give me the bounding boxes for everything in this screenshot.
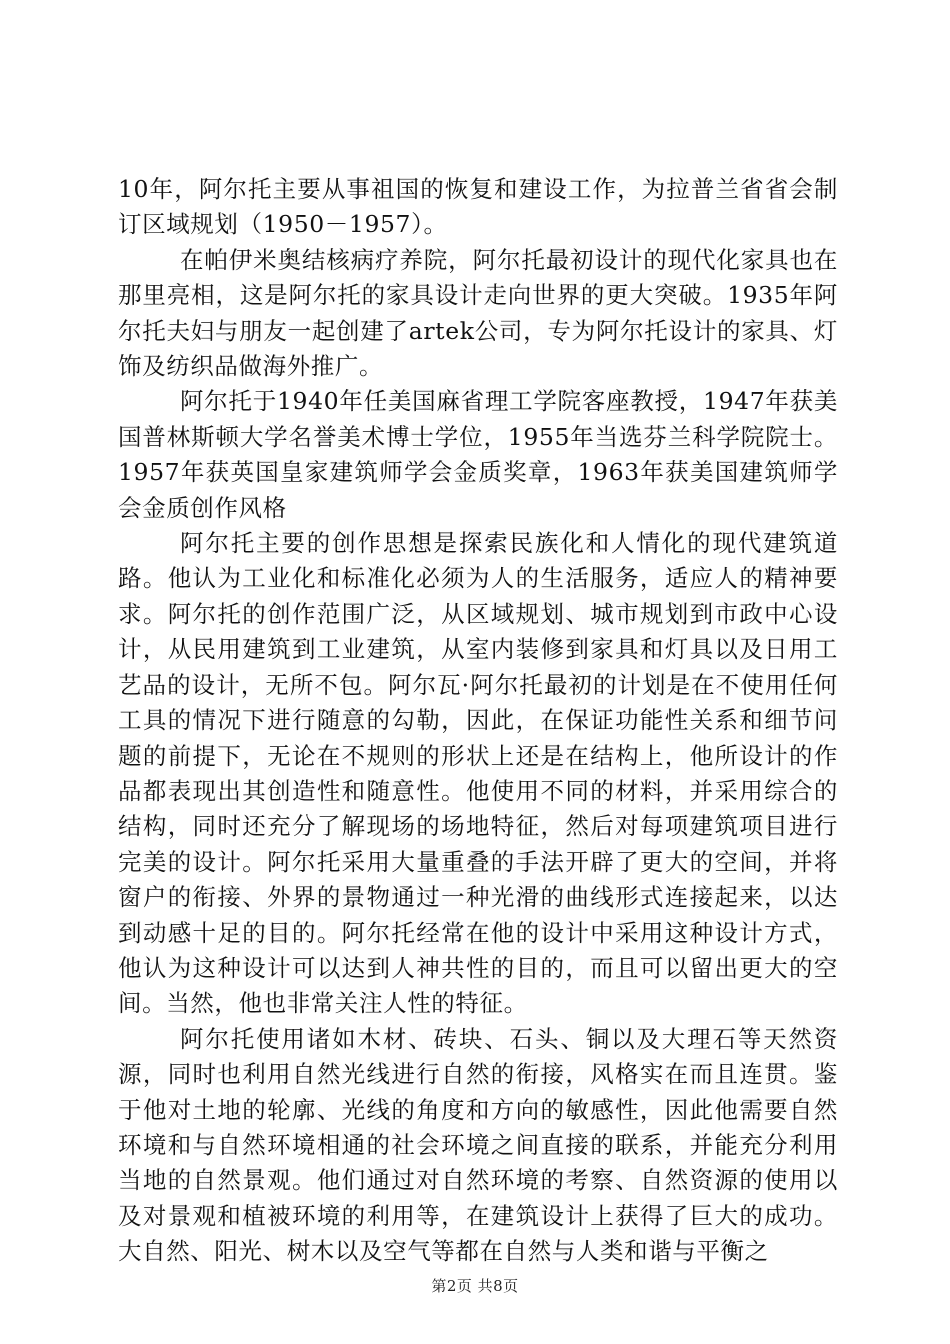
paragraph-3: 阿尔托于1940年任美国麻省理工学院客座教授，1947年获美国普林斯顿大学名誉美术博士学位，1955年当选芬兰科学院院士。1957年获英国皇家建筑师学会金质奖章，1963年获美国建筑师学会金质创作风格	[118, 387, 838, 522]
document-body	[118, 172, 838, 1270]
paragraph-2: 在帕伊米奥结核病疗养院，阿尔托最初设计的现代化家具也在那里亮相，这是阿尔托的家具设计走向世界的更大突破。1935年阿尔托夫妇与朋友一起创建了artek公司，专为阿尔托设计的家具、灯饰及纺织品做海外推广。	[118, 245, 838, 381]
paragraph-1: 10年，阿尔托主要从事祖国的恢复和建设工作，为拉普兰省省会制订区域规划（1950－1957）。	[118, 175, 838, 239]
paragraph-4: 阿尔托主要的创作思想是探索民族化和人情化的现代建筑道路。他认为工业化和标准化必须为人的生活服务，适应人的精神要求。阿尔托的创作范围广泛，从区域规划、城市规划到市政中心设计，从民用建筑到工业建筑，从室内装修到家具和灯具以及日用工艺品的设计，无所不包。阿尔瓦·阿尔托最初的计划是在不使用任何工具的情况下进行随意的勾勒，因此，在保证功能性关系和细节问题的前提下，无论在不规则的形状上还是在结构上，他所设计的作品都表现出其创造性和随意性。他使用不同的材料，并采用综合的结构，同时还充分了解现场的场地特征，然后对每项建筑项目进行完美的设计。阿尔托采用大量重叠的手法开辟了更大的空间，并将窗户的衔接、外界的景物通过一种光滑的曲线形式连接起来，以达到动感十足的目的。阿尔托经常在他的设计中采用这种设计方式，他认为这种设计可以达到人神共性的目的，而且可以留出更大的空间。当然，他也非常关注人性的特征。	[118, 529, 838, 1018]
page-number-footer: 第2页 共8页	[431, 1277, 519, 1295]
paragraph-5: 阿尔托使用诸如木材、砖块、石头、铜以及大理石等天然资源，同时也利用自然光线进行自然的衔接，风格实在而且连贯。鉴于他对土地的轮廓、光线的角度和方向的敏感性，因此他需要自然环境和与自然环境相通的社会环境之间直接的联系，并能充分利用当地的自然景观。他们通过对自然环境的考察、自然资源的使用以及对景观和植被环境的利用等，在建筑设计上获得了巨大的成功。大自然、阳光、树木以及空气等都在自然与人类和谐与平衡之	[118, 1024, 838, 1266]
